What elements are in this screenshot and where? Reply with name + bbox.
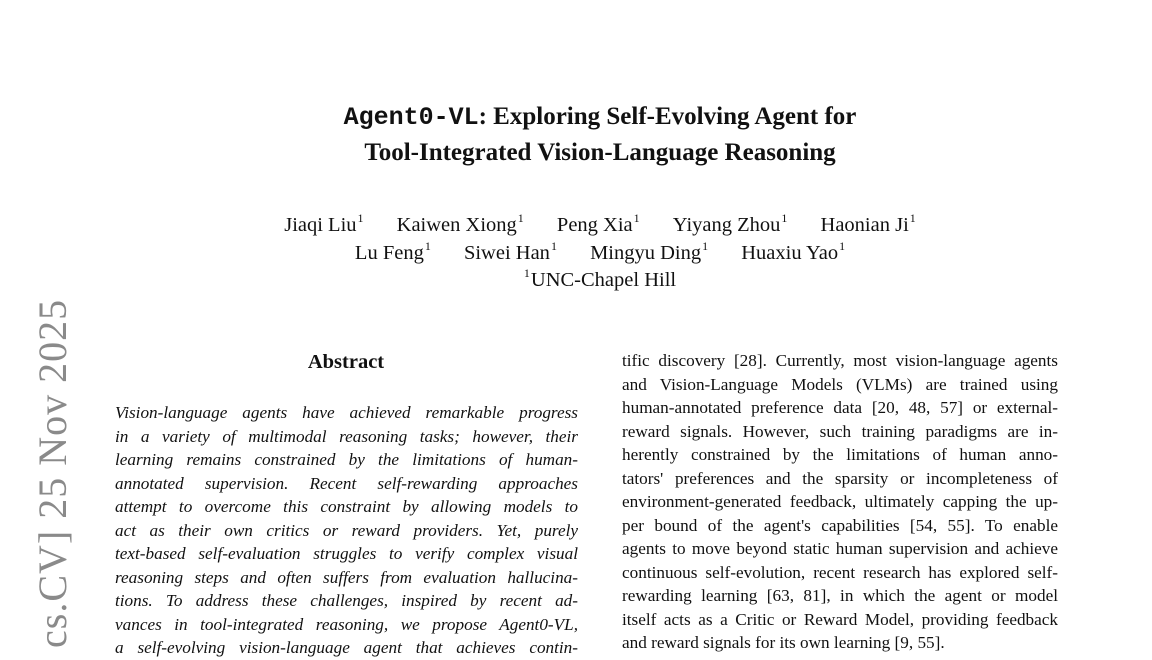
body-line: and reward signals for its own learning [9, 55]. — [622, 633, 945, 652]
affiliation: $^1$UNC-Chapel Hill — [523, 266, 677, 291]
body-line: rewarding learning [63, 81], in which the agent or model — [622, 586, 1058, 605]
body-line: and Vision-Language Models (VLMs) are trained using — [622, 374, 1058, 394]
author-name: Jiaqi Liu$^1$ — [284, 211, 364, 236]
body-line: tators' preferences and the sparsity or incompleteness of — [622, 468, 1058, 488]
abstract-line: tions. To address these challenges, inspired by recent ad- — [115, 591, 578, 610]
body-line: environment-generated feedback, ultimately capping the up- — [622, 492, 1058, 511]
title-model-name: Agent0-VL — [343, 103, 479, 132]
body-line: tific discovery [28]. Currently, most vision-language agents — [622, 351, 1058, 370]
author-row-2 — [0, 240, 1152, 268]
abstract-line: text-based self-evaluation struggles to verify complex visual — [115, 544, 578, 563]
title-line-1 — [0, 99, 1152, 135]
body-line: per bound of the agent's capabilities [54, 55]. To enable — [622, 515, 1058, 535]
body-line: itself acts as a Critic or Reward Model, providing feedback — [622, 609, 1058, 629]
author-name: Mingyu Ding$^1$ — [590, 238, 709, 264]
abstract-line: attempt to overcome this constraint by allowing models to — [115, 497, 578, 516]
author-row-1 — [0, 212, 1152, 240]
author-name: Peng Xia$^1$ — [556, 211, 640, 236]
author-name: Lu Feng$^1$ — [354, 238, 431, 264]
author-name: Haonian Ji$^1$ — [820, 211, 916, 236]
paper-title — [0, 99, 1152, 170]
author-name: Kaiwen Xiong$^1$ — [396, 211, 524, 236]
body-line: agents to move beyond static human supervision and achieve — [622, 539, 1058, 558]
title-rest: : Exploring Self-Evolving Agent for — [478, 103, 857, 130]
abstract-line: act as their own critics or reward providers. Yet, purely — [115, 520, 578, 540]
arxiv-side-identifier: cs.CV] 25 Nov 2025 — [30, 298, 75, 648]
author-name: Huaxiu Yao$^1$ — [741, 238, 846, 264]
author-name: Yiyang Zhou$^1$ — [672, 211, 788, 236]
abstract-body — [115, 401, 578, 660]
abstract-heading: Abstract — [307, 351, 385, 373]
abstract-line: annotated supervision. Recent self-rewarding approaches — [115, 473, 578, 493]
abstract-line: vances in tool-integrated reasoning, we propose Agent0-VL, — [115, 614, 578, 634]
abstract-line: reasoning steps and often suffers from evaluation hallucina- — [115, 567, 578, 587]
author-name: Siwei Han$^1$ — [463, 238, 557, 264]
title-line-2: Tool-Integrated Vision-Language Reasoning — [364, 139, 836, 166]
body-line: continuous self-evolution, recent research has explored self- — [622, 562, 1058, 582]
abstract-line: a self-evolving vision-language agent that achieves contin- — [115, 638, 578, 657]
abstract-line: Vision-language agents have achieved remarkable progress — [115, 403, 578, 422]
body-line: herently constrained by the limitations of human anno- — [622, 445, 1058, 464]
introduction-column — [622, 349, 1058, 655]
author-block — [0, 212, 1152, 295]
body-line: reward signals. However, such training paradigms are in- — [622, 421, 1058, 441]
body-line: human-annotated preference data [20, 48, 57] or external- — [622, 398, 1058, 417]
abstract-line: in a variety of multimodal reasoning tasks; however, their — [115, 426, 578, 446]
abstract-line: learning remains constrained by the limitations of human- — [115, 450, 578, 469]
